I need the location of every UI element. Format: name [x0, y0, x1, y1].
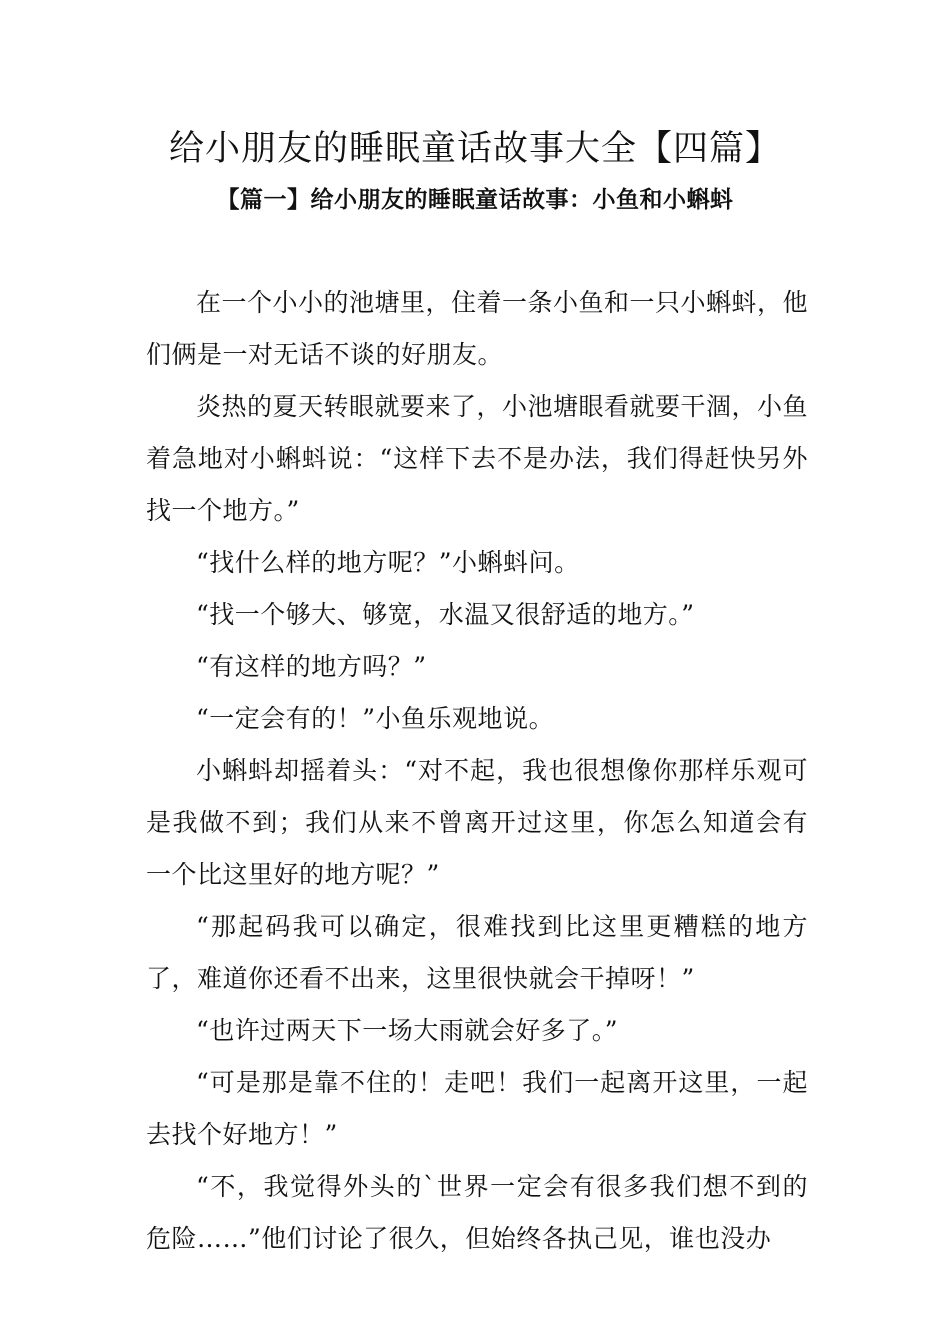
paragraph: “有这样的地方吗？” — [196, 652, 427, 681]
paragraph: “不，我觉得外头的`世界一定会有很多我们想不到的危险……”他们讨论了很久，但始终各执己见，谁也没办 — [146, 1172, 808, 1253]
paragraph: “找一个够大、够宽，水温又很舒适的地方。” — [196, 600, 695, 629]
paragraph: “那起码我可以确定，很难找到比这里更糟糕的地方了，难道你还看不出来，这里很快就会干掉呀！” — [146, 912, 808, 993]
story-body — [146, 277, 808, 1265]
document-title: 给小朋友的睡眠童话故事大全【四篇】 — [168, 129, 781, 169]
paragraph: “一定会有的！”小鱼乐观地说。 — [196, 704, 555, 733]
paragraph: 在一个小小的池塘里，住着一条小鱼和一只小蝌蚪，他们俩是一对无话不谈的好朋友。 — [146, 288, 809, 369]
paragraph: 小蝌蚪却摇着头：“对不起，我也很想像你那样乐观可是我做不到；我们从来不曾离开过这里，你怎么知道会有一个比这里好的地方呢？” — [146, 756, 808, 889]
paragraph: “也许过两天下一场大雨就会好多了。” — [196, 1016, 619, 1045]
paragraph: “找什么样的地方呢？”小蝌蚪问。 — [196, 548, 580, 577]
paragraph: “可是那是靠不住的！走吧！我们一起离开这里，一起去找个好地方！” — [146, 1068, 808, 1149]
section-heading: 【篇一】给小朋友的睡眠童话故事：小鱼和小蝌蚪 — [216, 186, 734, 213]
paragraph: 炎热的夏天转眼就要来了，小池塘眼看就要干涸，小鱼着急地对小蝌蚪说：“这样下去不是办法，我们得赶快另外找一个地方。” — [146, 392, 809, 525]
